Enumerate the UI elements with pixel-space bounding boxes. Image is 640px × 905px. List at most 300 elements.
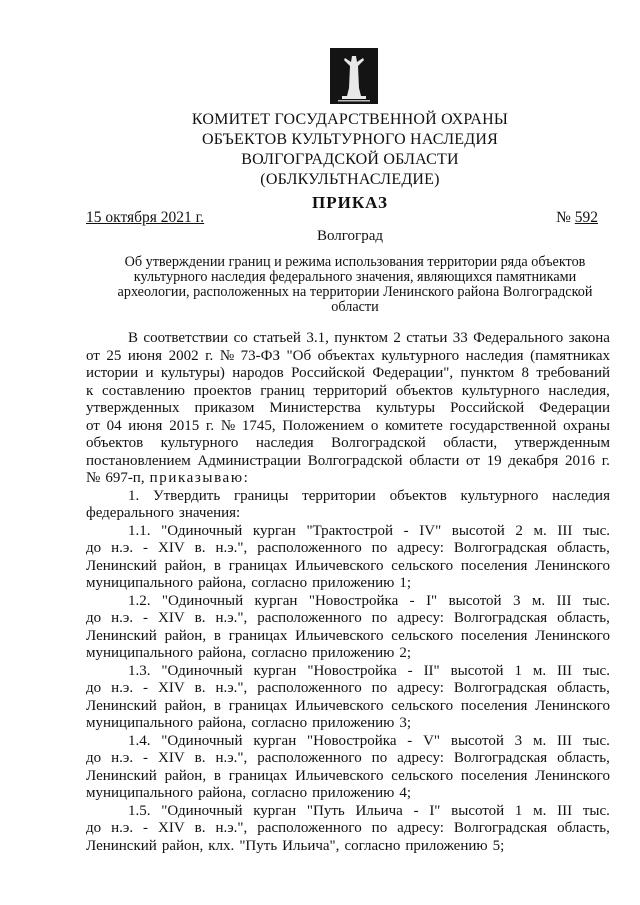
word: 19 — [486, 452, 502, 469]
word: - — [407, 732, 413, 749]
committee-line: ВОЛГОГРАДСКОЙ ОБЛАСТИ — [241, 151, 459, 168]
word: утвержденных — [86, 400, 180, 416]
order-number-prefix: № — [556, 209, 571, 226]
word: пунктом — [334, 330, 388, 346]
order-number-value: 592 — [574, 209, 598, 226]
word: наследия, — [548, 382, 610, 399]
item-line — [86, 540, 610, 558]
word: Ленинский — [86, 837, 157, 854]
word: н.э.", — [215, 610, 248, 626]
committee-line: (ОБЛКУЛЬТНАСЛЕДИЕ) — [260, 171, 440, 188]
word: курган — [253, 732, 297, 749]
word: сельского — [391, 767, 454, 784]
word: района, — [198, 575, 247, 591]
word: Ленинского — [535, 627, 610, 644]
word: курган — [253, 662, 297, 679]
word: культурного — [381, 347, 460, 364]
word: "Одиночный — [161, 732, 243, 749]
word: "Новостройка — [308, 592, 399, 609]
word: по — [371, 680, 388, 696]
word: 5; — [492, 837, 505, 854]
word: муниципального — [86, 645, 194, 661]
word: района, — [198, 645, 247, 661]
word: 1.4. — [128, 732, 151, 749]
word: "Одиночный — [161, 522, 243, 539]
word: В — [128, 330, 139, 346]
word: 1.1. — [128, 522, 151, 539]
preamble-line — [86, 435, 610, 453]
word: до — [86, 820, 102, 836]
word: Ленинского — [535, 557, 610, 574]
word: со — [233, 330, 248, 346]
order-subject — [100, 255, 610, 315]
word: 1; — [399, 575, 412, 591]
word: XIV — [158, 610, 185, 626]
word: Ленинского — [535, 697, 610, 714]
word: пунктом — [460, 365, 515, 381]
word: курган — [254, 592, 298, 609]
word: в — [213, 697, 221, 714]
word: охраны — [563, 417, 610, 434]
word: Волгоградская — [453, 820, 548, 836]
word: Волгоградская — [453, 680, 548, 696]
word: приложению — [312, 715, 395, 731]
word: н.э. — [111, 610, 134, 626]
committee-line: ОБЪЕКТОВ КУЛЬТУРНОГО НАСЛЕДИЯ — [201, 131, 499, 148]
word: расположенного — [257, 610, 362, 626]
word: 3 — [514, 732, 523, 749]
preamble-line — [86, 330, 610, 348]
word: к — [86, 382, 94, 399]
item-line — [86, 558, 610, 576]
item-line — [86, 680, 610, 698]
item-line — [86, 838, 610, 856]
word: I" — [429, 802, 441, 819]
word: XIV — [158, 540, 185, 556]
word: высотой — [451, 802, 505, 819]
word: 2 — [515, 522, 523, 539]
subject-line: Об утверждении границ и режима использования территории ряда объектов — [124, 254, 586, 270]
word: н.э. — [111, 680, 134, 696]
word: 1 — [514, 662, 522, 679]
word: поселения — [460, 767, 528, 784]
word: - — [413, 802, 419, 819]
word: II" — [423, 662, 440, 679]
order-number — [556, 209, 598, 227]
word: высотой — [450, 732, 504, 749]
word: приложению — [312, 575, 395, 591]
word: приложению — [312, 785, 395, 801]
word: 1745, — [241, 417, 276, 434]
word: муниципального — [86, 715, 194, 731]
item-line — [86, 628, 610, 646]
word: Ильичевского — [295, 557, 384, 574]
item-line — [86, 593, 610, 611]
word: адресу: — [397, 750, 444, 766]
word: (памятниках — [530, 347, 610, 364]
word: тыс. — [582, 802, 610, 819]
word: в. — [194, 610, 206, 626]
word: района, — [198, 715, 247, 731]
item-line — [86, 820, 610, 838]
word: территории — [302, 487, 376, 504]
word: народов — [232, 365, 284, 381]
word: в. — [194, 750, 206, 766]
word: Федерации", — [372, 365, 454, 381]
word: м. — [533, 802, 547, 819]
volgograd-coat-of-arms-icon — [330, 48, 378, 104]
item-line — [86, 733, 610, 751]
word: проектов — [193, 382, 252, 399]
word: высотой — [451, 522, 505, 539]
word: IV" — [419, 522, 442, 539]
word: согласно — [251, 785, 308, 801]
committee-line: КОМИТЕТ ГОСУДАРСТВЕННОЙ ОХРАНЫ — [191, 111, 509, 128]
word: статьи — [406, 330, 448, 346]
preamble-line — [86, 470, 610, 488]
word: м. — [531, 592, 546, 609]
word: 25 — [106, 347, 122, 364]
word: курган — [253, 802, 297, 819]
word: XIV — [158, 680, 185, 696]
word: наследия — [552, 487, 610, 504]
word: "Путь — [306, 802, 345, 819]
word: Положением — [282, 417, 365, 434]
order-title: ПРИКАЗ — [312, 193, 388, 212]
word: "Новостройка — [307, 662, 397, 679]
item-line — [86, 575, 610, 593]
word: наследия — [465, 347, 524, 364]
word: Волгоградская — [453, 540, 548, 556]
word: статьей — [253, 330, 301, 346]
word: расположенного — [257, 680, 362, 696]
word: Федерального — [473, 330, 564, 346]
word: согласно — [251, 715, 308, 731]
word: до — [86, 680, 102, 696]
word: Российской — [291, 365, 366, 381]
word: объектов — [86, 435, 144, 451]
word: "Путь — [239, 837, 278, 854]
word: область, — [557, 610, 610, 626]
word: "Об — [286, 347, 312, 364]
word: н.э.", — [215, 820, 248, 836]
word: сельского — [391, 697, 454, 714]
word: № — [220, 417, 236, 434]
word: 04 — [106, 417, 122, 434]
word: по — [371, 610, 388, 626]
word: - — [403, 522, 409, 539]
word: тыс. — [582, 662, 610, 679]
word: г. — [205, 347, 214, 364]
word: район, — [164, 557, 207, 574]
word: культурного — [461, 382, 540, 399]
word: Утвердить — [153, 487, 221, 504]
word: июня — [127, 347, 163, 364]
word: расположенного — [257, 540, 362, 556]
word: область, — [557, 750, 610, 766]
word: высотой — [448, 592, 502, 609]
word: 73-ФЗ — [240, 347, 281, 364]
word: н.э.", — [215, 540, 248, 556]
point-1-line — [86, 488, 610, 506]
item-line — [86, 645, 610, 663]
word: объектов — [395, 382, 454, 399]
word: - — [143, 750, 149, 766]
word: 3 — [512, 592, 521, 609]
word: 33 — [452, 330, 468, 346]
word: поселения — [460, 627, 528, 644]
word: район, — [164, 697, 207, 714]
word: Администрации — [197, 452, 302, 469]
word: 1.5. — [128, 802, 151, 819]
word: культуры) — [160, 365, 225, 381]
word: Ильичевского — [295, 697, 384, 714]
word: области, — [443, 435, 498, 451]
word: "Одиночный — [161, 662, 243, 679]
word: Ленинский — [86, 697, 157, 714]
word: 697-п, — [105, 470, 145, 486]
word: - — [407, 662, 413, 679]
word: Российской — [450, 400, 525, 416]
word: тыс. — [582, 522, 610, 539]
word: 1 — [514, 802, 523, 819]
word: от — [86, 417, 100, 434]
word: Ленинского — [535, 767, 610, 784]
word: Ильичевского — [295, 767, 384, 784]
item-line — [86, 750, 610, 768]
word: июня — [128, 417, 163, 434]
word: объектах — [317, 347, 375, 364]
item-line — [86, 768, 610, 786]
preamble-line — [86, 365, 610, 383]
word: № — [86, 470, 101, 486]
word: I" — [426, 592, 438, 609]
word: н.э. — [111, 540, 134, 556]
word: м. — [532, 732, 547, 749]
word: о — [370, 417, 379, 434]
word: 2016 — [565, 452, 596, 469]
prikazyvayu-word: приказываю: — [149, 470, 250, 486]
word: 8 — [521, 365, 529, 381]
item-line — [86, 523, 610, 541]
item-line — [86, 698, 610, 716]
word: федерального — [86, 505, 174, 521]
word: V" — [423, 732, 441, 749]
word: значения: — [178, 505, 241, 521]
word: муниципального — [86, 575, 194, 591]
word: 2002 — [168, 347, 199, 364]
word: 3; — [399, 715, 412, 731]
word: тыс. — [582, 592, 610, 609]
word: сельского — [391, 627, 454, 644]
word: XIV — [158, 820, 185, 836]
word: соответствии — [143, 330, 229, 346]
word: поселения — [460, 697, 528, 714]
word: границы — [233, 487, 289, 504]
word: н.э.", — [215, 750, 248, 766]
word: государственной — [449, 417, 557, 434]
order-date: 15 октября 2021 г. — [86, 209, 205, 226]
word: приложению — [405, 837, 488, 854]
word: Ильичевского — [295, 627, 384, 644]
word: н.э. — [111, 820, 134, 836]
word: в — [213, 627, 221, 644]
word: области — [409, 452, 460, 469]
word: расположенного — [257, 820, 362, 836]
word: в. — [194, 680, 206, 696]
committee-name — [100, 110, 600, 190]
word: закона — [568, 330, 610, 346]
word: границах — [228, 557, 288, 574]
word: - — [143, 540, 149, 556]
word: н.э. — [111, 750, 134, 766]
word: в. — [194, 820, 206, 836]
word: высотой — [450, 662, 504, 679]
word: приказом — [194, 400, 255, 416]
word: адресу: — [397, 820, 444, 836]
word: 1.2. — [128, 592, 151, 609]
word: в — [213, 767, 221, 784]
word: м. — [532, 662, 547, 679]
word: - — [409, 592, 415, 609]
preamble-line — [86, 383, 610, 401]
word: Ленинский — [86, 627, 157, 644]
word: "Трактострой — [306, 522, 394, 539]
word: 1.3. — [128, 662, 151, 679]
word: границах — [228, 767, 288, 784]
word: культуры — [376, 400, 436, 416]
item-line — [86, 785, 610, 803]
word: клх. — [208, 837, 235, 854]
word: от — [86, 347, 100, 364]
word: Волгоградская — [453, 610, 548, 626]
word: границах — [228, 697, 288, 714]
word: истории — [86, 365, 139, 381]
word: "Новостройка — [307, 732, 397, 749]
word: декабря — [508, 452, 559, 469]
item-line — [86, 663, 610, 681]
word: область, — [557, 680, 610, 696]
word: района, — [198, 785, 247, 801]
preamble-line — [86, 400, 610, 418]
word: район, — [164, 627, 207, 644]
word: 2015 — [169, 417, 200, 434]
word: 2 — [393, 330, 401, 346]
preamble-line — [86, 348, 610, 366]
word: муниципального — [86, 785, 194, 801]
word: район, — [164, 767, 207, 784]
subject-line: археологии, расположенных на территории Ленинского района Волгоградской — [117, 284, 593, 300]
word: утвержденным — [514, 435, 610, 451]
word: - — [143, 610, 149, 626]
word: по — [371, 820, 388, 836]
item-line — [86, 803, 610, 821]
word: границ — [260, 382, 305, 399]
word: адресу: — [397, 680, 444, 696]
word: по — [371, 750, 388, 766]
word: Ильича", — [282, 837, 340, 854]
word: III — [556, 592, 572, 609]
word: Волгоградской — [307, 452, 403, 469]
word: наследия — [255, 435, 314, 451]
word: район, — [161, 837, 204, 854]
word: г. — [601, 452, 610, 469]
word: - — [143, 680, 149, 696]
word: XIV — [158, 750, 185, 766]
subject-line: культурного наследия федерального значения, являющихся памятниками — [133, 269, 577, 285]
word: курган — [252, 522, 296, 539]
word: в. — [194, 540, 206, 556]
word: III — [557, 802, 573, 819]
word: согласно — [344, 837, 401, 854]
order-city: Волгоград — [316, 228, 383, 244]
word: культурного — [460, 487, 539, 504]
point-1-line — [86, 505, 610, 523]
item-line — [86, 610, 610, 628]
preamble-line — [86, 453, 610, 471]
word: в — [213, 557, 221, 574]
word: область, — [557, 540, 610, 556]
word: н.э.", — [215, 680, 248, 696]
word: согласно — [251, 645, 308, 661]
word: 2; — [399, 645, 412, 661]
order-body — [86, 330, 610, 855]
word: г. — [205, 417, 215, 434]
word: III — [557, 732, 573, 749]
word: до — [86, 750, 102, 766]
word: объектов — [389, 487, 447, 504]
word: № — [219, 347, 235, 364]
word: III — [557, 662, 573, 679]
word: Волгоградская — [453, 750, 548, 766]
word: по — [371, 540, 388, 556]
word: м. — [533, 522, 547, 539]
word: Федерации — [539, 400, 610, 416]
word: область, — [557, 820, 610, 836]
word: 1. — [128, 487, 140, 504]
word: и — [145, 365, 154, 381]
word: до — [86, 540, 102, 556]
word: 4; — [399, 785, 412, 801]
word: Ленинский — [86, 767, 157, 784]
word: постановлением — [86, 452, 191, 469]
word: "Одиночный — [161, 592, 244, 609]
word: согласно — [251, 575, 308, 591]
word: Ленинский — [86, 557, 157, 574]
word: до — [86, 610, 102, 626]
preamble-line — [86, 418, 610, 436]
word: адресу: — [397, 610, 444, 626]
word: границах — [228, 627, 288, 644]
word: "Одиночный — [161, 802, 243, 819]
word: Ильича — [355, 802, 403, 819]
word: Волгоградской — [331, 435, 426, 451]
item-line — [86, 715, 610, 733]
word: составлению — [102, 382, 185, 399]
word: III — [557, 522, 573, 539]
word: культурного — [160, 435, 239, 451]
word: от — [466, 452, 480, 469]
word: адресу: — [397, 540, 444, 556]
subject-line: области — [331, 299, 379, 315]
word: комитете — [385, 417, 443, 434]
word: расположенного — [257, 750, 362, 766]
word: 3.1, — [306, 330, 329, 346]
word: тыс. — [582, 732, 610, 749]
word: поселения — [460, 557, 528, 574]
word: требований — [536, 365, 610, 381]
word: территорий — [313, 382, 388, 399]
